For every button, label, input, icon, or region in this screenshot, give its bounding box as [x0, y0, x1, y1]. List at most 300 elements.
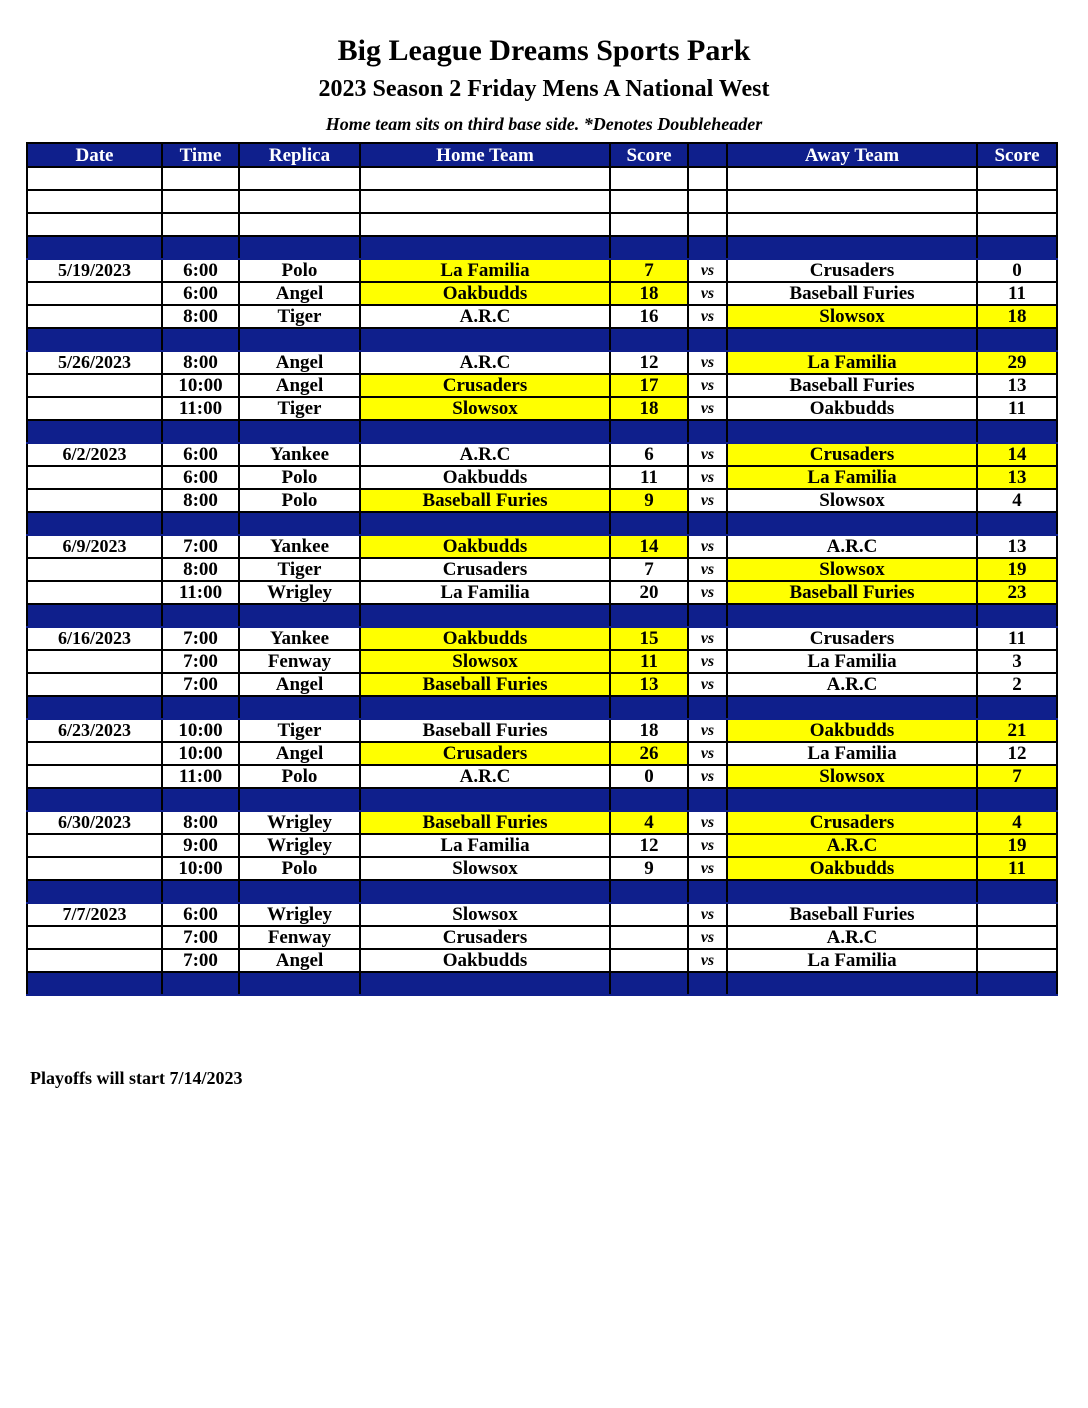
game-row: [27, 443, 1057, 466]
away-team: Baseball Furies: [727, 581, 977, 604]
game-time: 10:00: [162, 719, 239, 742]
away-team: Crusaders: [727, 443, 977, 466]
separator-cell: [27, 972, 162, 995]
game-date: [27, 742, 162, 765]
vs-label: [688, 167, 727, 190]
game-row: [27, 719, 1057, 742]
game-time: 7:00: [162, 627, 239, 650]
separator-cell: [162, 880, 239, 903]
game-field: Wrigley: [239, 811, 360, 834]
away-score: 19: [977, 558, 1057, 581]
game-row: [27, 650, 1057, 673]
home-team: Oakbudds: [360, 627, 610, 650]
home-team: Oakbudds: [360, 949, 610, 972]
game-row: [27, 535, 1057, 558]
game-field: Tiger: [239, 719, 360, 742]
game-field: Polo: [239, 765, 360, 788]
home-score: [610, 903, 688, 926]
home-team: Crusaders: [360, 374, 610, 397]
separator-cell: [610, 604, 688, 627]
separator-cell: [27, 604, 162, 627]
away-score: 4: [977, 489, 1057, 512]
vs-label: vs: [688, 443, 727, 466]
vs-label: vs: [688, 719, 727, 742]
game-row: [27, 397, 1057, 420]
home-score: 26: [610, 742, 688, 765]
separator-cell: [977, 880, 1057, 903]
separator-cell: [162, 972, 239, 995]
game-time: 10:00: [162, 742, 239, 765]
home-team: A.R.C: [360, 765, 610, 788]
game-date: [27, 282, 162, 305]
home-score: 4: [610, 811, 688, 834]
game-time: 6:00: [162, 282, 239, 305]
separator-cell: [688, 512, 727, 535]
away-team: [727, 167, 977, 190]
home-score: 20: [610, 581, 688, 604]
away-score: 0: [977, 259, 1057, 282]
game-row: [27, 167, 1057, 190]
home-score: 12: [610, 351, 688, 374]
game-field: Yankee: [239, 627, 360, 650]
game-row: [27, 834, 1057, 857]
week-separator: [27, 696, 1057, 719]
separator-cell: [27, 880, 162, 903]
vs-label: vs: [688, 374, 727, 397]
separator-cell: [688, 420, 727, 443]
away-team: A.R.C: [727, 834, 977, 857]
home-score: 13: [610, 673, 688, 696]
separator-cell: [239, 972, 360, 995]
home-team: [360, 213, 610, 236]
home-team: Slowsox: [360, 650, 610, 673]
col-home-team: Home Team: [360, 143, 610, 167]
separator-cell: [162, 696, 239, 719]
game-time: 8:00: [162, 305, 239, 328]
home-score: [610, 949, 688, 972]
separator-cell: [360, 788, 610, 811]
separator-cell: [977, 420, 1057, 443]
game-time: 6:00: [162, 466, 239, 489]
game-date: [27, 926, 162, 949]
separator-cell: [27, 328, 162, 351]
home-score: [610, 213, 688, 236]
week-separator: [27, 328, 1057, 351]
separator-cell: [239, 696, 360, 719]
game-time: [162, 213, 239, 236]
away-score: 14: [977, 443, 1057, 466]
away-team: [727, 213, 977, 236]
schedule-table: [26, 142, 1058, 996]
game-date: 6/16/2023: [27, 627, 162, 650]
game-field: Polo: [239, 489, 360, 512]
home-team: Crusaders: [360, 742, 610, 765]
home-score: [610, 190, 688, 213]
vs-label: vs: [688, 811, 727, 834]
game-date: 6/2/2023: [27, 443, 162, 466]
home-team: [360, 167, 610, 190]
away-team: Baseball Furies: [727, 282, 977, 305]
game-field: [239, 213, 360, 236]
game-date: 6/30/2023: [27, 811, 162, 834]
game-time: 7:00: [162, 650, 239, 673]
home-score: 12: [610, 834, 688, 857]
game-time: 10:00: [162, 857, 239, 880]
col-away-score: Score: [977, 143, 1057, 167]
vs-label: vs: [688, 673, 727, 696]
game-field: Angel: [239, 351, 360, 374]
game-time: 6:00: [162, 443, 239, 466]
game-row: [27, 213, 1057, 236]
vs-label: vs: [688, 259, 727, 282]
game-time: [162, 167, 239, 190]
separator-cell: [239, 420, 360, 443]
separator-cell: [610, 696, 688, 719]
game-time: 10:00: [162, 374, 239, 397]
game-field: Fenway: [239, 926, 360, 949]
separator-cell: [610, 420, 688, 443]
game-field: Wrigley: [239, 834, 360, 857]
separator-cell: [977, 972, 1057, 995]
vs-label: vs: [688, 305, 727, 328]
game-row: [27, 374, 1057, 397]
game-time: 8:00: [162, 489, 239, 512]
separator-cell: [727, 788, 977, 811]
home-team: Oakbudds: [360, 535, 610, 558]
week-separator: [27, 880, 1057, 903]
game-time: 7:00: [162, 535, 239, 558]
home-score: 18: [610, 719, 688, 742]
game-date: [27, 213, 162, 236]
separator-cell: [610, 880, 688, 903]
week-separator: [27, 420, 1057, 443]
vs-label: vs: [688, 489, 727, 512]
separator-cell: [977, 604, 1057, 627]
away-team: Crusaders: [727, 627, 977, 650]
col-time: Time: [162, 143, 239, 167]
home-team: Slowsox: [360, 903, 610, 926]
away-team: Oakbudds: [727, 397, 977, 420]
separator-cell: [727, 236, 977, 259]
game-date: [27, 949, 162, 972]
game-date: [27, 673, 162, 696]
home-score: 7: [610, 259, 688, 282]
away-score: [977, 167, 1057, 190]
col-vs: [688, 143, 727, 167]
away-score: [977, 190, 1057, 213]
home-team: Crusaders: [360, 558, 610, 581]
away-score: 21: [977, 719, 1057, 742]
away-score: 4: [977, 811, 1057, 834]
separator-cell: [27, 420, 162, 443]
game-date: [27, 650, 162, 673]
week-separator: [27, 236, 1057, 259]
week-separator: [27, 604, 1057, 627]
vs-label: vs: [688, 834, 727, 857]
separator-cell: [27, 236, 162, 259]
game-date: [27, 167, 162, 190]
game-time: 8:00: [162, 351, 239, 374]
separator-cell: [727, 696, 977, 719]
vs-label: [688, 213, 727, 236]
home-team: Slowsox: [360, 397, 610, 420]
home-team: Crusaders: [360, 926, 610, 949]
game-row: [27, 190, 1057, 213]
playoffs-note: Playoffs will start 7/14/2023: [30, 1068, 243, 1088]
game-field: Angel: [239, 282, 360, 305]
away-team: Slowsox: [727, 489, 977, 512]
away-team: A.R.C: [727, 926, 977, 949]
vs-label: vs: [688, 558, 727, 581]
game-date: [27, 374, 162, 397]
separator-cell: [977, 788, 1057, 811]
away-score: 13: [977, 374, 1057, 397]
game-date: [27, 581, 162, 604]
game-date: [27, 466, 162, 489]
game-field: Polo: [239, 857, 360, 880]
separator-cell: [360, 328, 610, 351]
home-team: [360, 190, 610, 213]
away-team: La Familia: [727, 742, 977, 765]
home-team: La Familia: [360, 259, 610, 282]
game-field: Wrigley: [239, 581, 360, 604]
game-field: Tiger: [239, 305, 360, 328]
separator-cell: [977, 328, 1057, 351]
away-team: La Familia: [727, 466, 977, 489]
separator-cell: [27, 696, 162, 719]
game-field: [239, 190, 360, 213]
game-field: Angel: [239, 949, 360, 972]
away-team: La Familia: [727, 650, 977, 673]
separator-cell: [360, 880, 610, 903]
game-row: [27, 811, 1057, 834]
vs-label: vs: [688, 650, 727, 673]
schedule-note: Home team sits on third base side. *Denotes Doubleheader: [325, 114, 763, 134]
away-team: [727, 190, 977, 213]
game-row: [27, 558, 1057, 581]
separator-cell: [688, 788, 727, 811]
vs-label: vs: [688, 466, 727, 489]
game-row: [27, 282, 1057, 305]
game-date: [27, 857, 162, 880]
separator-cell: [239, 880, 360, 903]
home-score: 11: [610, 650, 688, 673]
home-score: 9: [610, 857, 688, 880]
game-row: [27, 581, 1057, 604]
separator-cell: [727, 512, 977, 535]
separator-cell: [727, 604, 977, 627]
game-date: [27, 558, 162, 581]
page-subtitle: 2023 Season 2 Friday Mens A National West: [318, 76, 770, 102]
home-team: La Familia: [360, 834, 610, 857]
away-team: La Familia: [727, 351, 977, 374]
vs-label: vs: [688, 903, 727, 926]
game-time: 8:00: [162, 558, 239, 581]
vs-label: vs: [688, 581, 727, 604]
away-score: 29: [977, 351, 1057, 374]
home-score: 9: [610, 489, 688, 512]
vs-label: vs: [688, 282, 727, 305]
separator-cell: [977, 512, 1057, 535]
separator-cell: [610, 512, 688, 535]
separator-cell: [27, 788, 162, 811]
home-team: Baseball Furies: [360, 719, 610, 742]
separator-cell: [162, 236, 239, 259]
away-score: 13: [977, 466, 1057, 489]
separator-cell: [688, 328, 727, 351]
away-score: 2: [977, 673, 1057, 696]
game-row: [27, 765, 1057, 788]
home-score: 17: [610, 374, 688, 397]
game-row: [27, 259, 1057, 282]
game-field: [239, 167, 360, 190]
home-score: 15: [610, 627, 688, 650]
game-time: 7:00: [162, 949, 239, 972]
separator-cell: [688, 604, 727, 627]
away-score: 11: [977, 397, 1057, 420]
vs-label: vs: [688, 857, 727, 880]
separator-cell: [360, 696, 610, 719]
game-date: [27, 305, 162, 328]
away-score: 18: [977, 305, 1057, 328]
col-away-team: Away Team: [727, 143, 977, 167]
separator-cell: [360, 604, 610, 627]
vs-label: [688, 190, 727, 213]
away-team: La Familia: [727, 949, 977, 972]
vs-label: vs: [688, 397, 727, 420]
home-team: Slowsox: [360, 857, 610, 880]
vs-label: vs: [688, 535, 727, 558]
separator-cell: [688, 972, 727, 995]
game-field: Fenway: [239, 650, 360, 673]
game-time: 8:00: [162, 811, 239, 834]
away-team: Crusaders: [727, 811, 977, 834]
game-time: 6:00: [162, 903, 239, 926]
game-time: [162, 190, 239, 213]
home-score: 14: [610, 535, 688, 558]
separator-cell: [360, 972, 610, 995]
game-row: [27, 926, 1057, 949]
game-time: 11:00: [162, 581, 239, 604]
separator-cell: [688, 880, 727, 903]
away-score: [977, 926, 1057, 949]
vs-label: vs: [688, 949, 727, 972]
separator-cell: [688, 236, 727, 259]
game-time: 11:00: [162, 765, 239, 788]
home-team: A.R.C: [360, 305, 610, 328]
game-row: [27, 466, 1057, 489]
separator-cell: [360, 236, 610, 259]
separator-cell: [27, 512, 162, 535]
week-separator: [27, 972, 1057, 995]
week-separator: [27, 512, 1057, 535]
home-team: Oakbudds: [360, 466, 610, 489]
away-score: 13: [977, 535, 1057, 558]
game-row: [27, 857, 1057, 880]
separator-cell: [610, 236, 688, 259]
page-title: Big League Dreams Sports Park: [337, 34, 751, 67]
game-time: 6:00: [162, 259, 239, 282]
game-date: 5/19/2023: [27, 259, 162, 282]
separator-cell: [727, 880, 977, 903]
away-score: 23: [977, 581, 1057, 604]
away-team: A.R.C: [727, 535, 977, 558]
home-score: 6: [610, 443, 688, 466]
separator-cell: [727, 420, 977, 443]
away-team: Oakbudds: [727, 719, 977, 742]
separator-cell: [360, 420, 610, 443]
separator-cell: [360, 512, 610, 535]
home-score: [610, 926, 688, 949]
game-field: Polo: [239, 259, 360, 282]
game-date: 6/23/2023: [27, 719, 162, 742]
home-team: A.R.C: [360, 351, 610, 374]
game-date: [27, 397, 162, 420]
game-date: [27, 834, 162, 857]
week-separator: [27, 788, 1057, 811]
col-date: Date: [27, 143, 162, 167]
home-team: Baseball Furies: [360, 489, 610, 512]
separator-cell: [162, 604, 239, 627]
home-score: 7: [610, 558, 688, 581]
game-date: 6/9/2023: [27, 535, 162, 558]
away-score: 11: [977, 627, 1057, 650]
vs-label: vs: [688, 351, 727, 374]
game-field: Tiger: [239, 558, 360, 581]
away-team: Slowsox: [727, 305, 977, 328]
vs-label: vs: [688, 926, 727, 949]
game-field: Polo: [239, 466, 360, 489]
away-team: Crusaders: [727, 259, 977, 282]
game-date: 7/7/2023: [27, 903, 162, 926]
game-field: Tiger: [239, 397, 360, 420]
away-score: 7: [977, 765, 1057, 788]
game-time: 7:00: [162, 926, 239, 949]
away-score: [977, 949, 1057, 972]
header-row: [27, 143, 1057, 167]
game-date: 5/26/2023: [27, 351, 162, 374]
separator-cell: [610, 788, 688, 811]
game-field: Yankee: [239, 535, 360, 558]
separator-cell: [239, 604, 360, 627]
separator-cell: [727, 328, 977, 351]
separator-cell: [162, 512, 239, 535]
game-field: Angel: [239, 742, 360, 765]
game-date: [27, 489, 162, 512]
separator-cell: [162, 420, 239, 443]
away-team: Baseball Furies: [727, 903, 977, 926]
vs-label: vs: [688, 627, 727, 650]
away-score: 11: [977, 282, 1057, 305]
separator-cell: [727, 972, 977, 995]
home-team: Baseball Furies: [360, 811, 610, 834]
game-field: Angel: [239, 673, 360, 696]
away-score: 19: [977, 834, 1057, 857]
separator-cell: [610, 972, 688, 995]
away-team: Slowsox: [727, 765, 977, 788]
home-score: [610, 167, 688, 190]
separator-cell: [162, 788, 239, 811]
away-score: [977, 903, 1057, 926]
separator-cell: [162, 328, 239, 351]
separator-cell: [239, 788, 360, 811]
game-field: Wrigley: [239, 903, 360, 926]
home-team: Baseball Furies: [360, 673, 610, 696]
game-row: [27, 627, 1057, 650]
vs-label: vs: [688, 765, 727, 788]
game-time: 7:00: [162, 673, 239, 696]
away-score: 12: [977, 742, 1057, 765]
